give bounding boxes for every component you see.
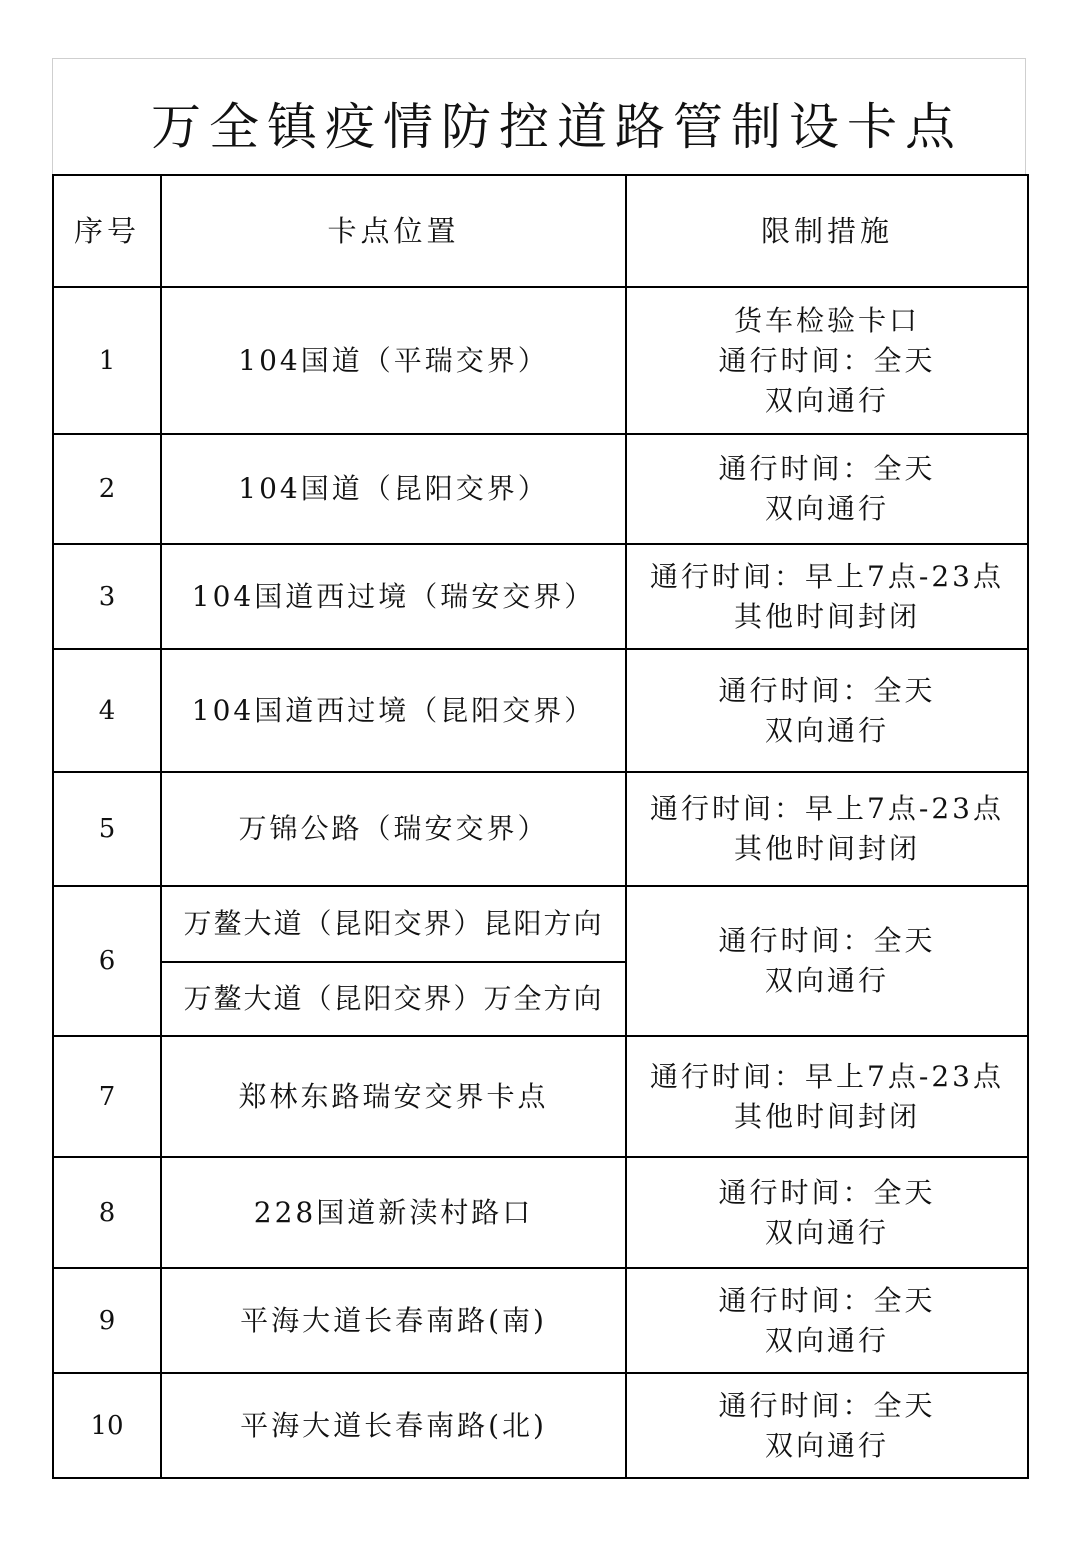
measure-line: 货车检验卡口: [733, 303, 920, 337]
row-number: 9: [53, 1268, 161, 1373]
measure-line: 通行时间：早上7点-23点: [650, 559, 1004, 593]
row-number: 2: [53, 434, 161, 544]
row-number: 7: [53, 1036, 161, 1157]
checkpoint-location: 平海大道长春南路(北): [161, 1373, 626, 1478]
checkpoint-table: [52, 174, 1029, 1479]
restriction-measures: [626, 1157, 1028, 1268]
row-number: 8: [53, 1157, 161, 1268]
row-number: 4: [53, 649, 161, 772]
table-row: [53, 1268, 1028, 1373]
checkpoint-location: 104国道西过境（昆阳交界）: [161, 649, 626, 772]
measure-line: 通行时间：早上7点-23点: [650, 792, 1004, 825]
table-row: [53, 649, 1028, 772]
checkpoint-location: 万鳌大道（昆阳交界）昆阳方向: [161, 886, 626, 962]
table-row: [53, 1157, 1028, 1268]
measure-line: 双向通行: [764, 1428, 889, 1462]
restriction-measures: [626, 434, 1028, 544]
checkpoint-location: 万锦公路（瑞安交界）: [161, 772, 626, 886]
measure-line: 通行时间：全天: [718, 1175, 936, 1209]
measure-line: 其他时间封闭: [733, 832, 920, 865]
restriction-measures: [626, 1373, 1028, 1478]
header-location: 卡点位置: [161, 175, 626, 287]
title-area: [52, 58, 1026, 174]
row-number: 6: [53, 886, 161, 1036]
header-no: 序号: [53, 175, 161, 287]
checkpoint-location: 平海大道长春南路(南): [161, 1268, 626, 1373]
table-row: [53, 434, 1028, 544]
checkpoint-location: 郑林东路瑞安交界卡点: [161, 1036, 626, 1157]
row-number: 3: [53, 544, 161, 649]
table-row: [53, 287, 1028, 434]
measure-line: 通行时间：全天: [718, 452, 936, 485]
restriction-measures: [626, 649, 1028, 772]
measure-line: 通行时间：全天: [718, 1283, 936, 1317]
table-row: [53, 544, 1028, 649]
measure-line: 双向通行: [764, 1215, 889, 1249]
document-sheet: [52, 58, 1027, 1482]
header-measures: 限制措施: [626, 175, 1028, 287]
checkpoint-location: 104国道（昆阳交界）: [161, 434, 626, 544]
checkpoint-location: 228国道新渎村路口: [161, 1157, 626, 1268]
measure-line: 通行时间：全天: [718, 1388, 936, 1422]
restriction-measures: [626, 772, 1028, 886]
table-row: [53, 1036, 1028, 1157]
table-row: [53, 886, 1028, 962]
measure-line: 其他时间封闭: [733, 1099, 920, 1133]
restriction-measures: [626, 886, 1028, 1036]
page-title: 万全镇疫情防控道路管制设卡点: [151, 98, 963, 156]
restriction-measures: [626, 1268, 1028, 1373]
measure-line: 其他时间封闭: [733, 599, 920, 633]
restriction-measures: [626, 1036, 1028, 1157]
checkpoint-location: 万鳌大道（昆阳交界）万全方向: [161, 962, 626, 1036]
row-number: 1: [53, 287, 161, 434]
table-header-row: [53, 175, 1028, 287]
table-row: [53, 1373, 1028, 1478]
checkpoint-location: 104国道西过境（瑞安交界）: [161, 544, 626, 649]
table-row: [53, 772, 1028, 886]
restriction-measures: [626, 287, 1028, 434]
measure-line: 双向通行: [764, 713, 889, 747]
measure-line: 通行时间：早上7点-23点: [650, 1059, 1004, 1093]
measure-line: 通行时间：全天: [718, 673, 936, 707]
measure-line: 双向通行: [764, 1323, 889, 1357]
measure-line: 双向通行: [764, 492, 889, 525]
measure-line: 通行时间：全天: [718, 343, 936, 377]
checkpoint-location: 104国道（平瑞交界）: [161, 287, 626, 434]
restriction-measures: [626, 544, 1028, 649]
measure-line: 双向通行: [764, 383, 889, 417]
row-number: 10: [53, 1373, 161, 1478]
row-number: 5: [53, 772, 161, 886]
measure-line: 通行时间：全天: [718, 924, 936, 957]
measure-line: 双向通行: [764, 964, 889, 997]
